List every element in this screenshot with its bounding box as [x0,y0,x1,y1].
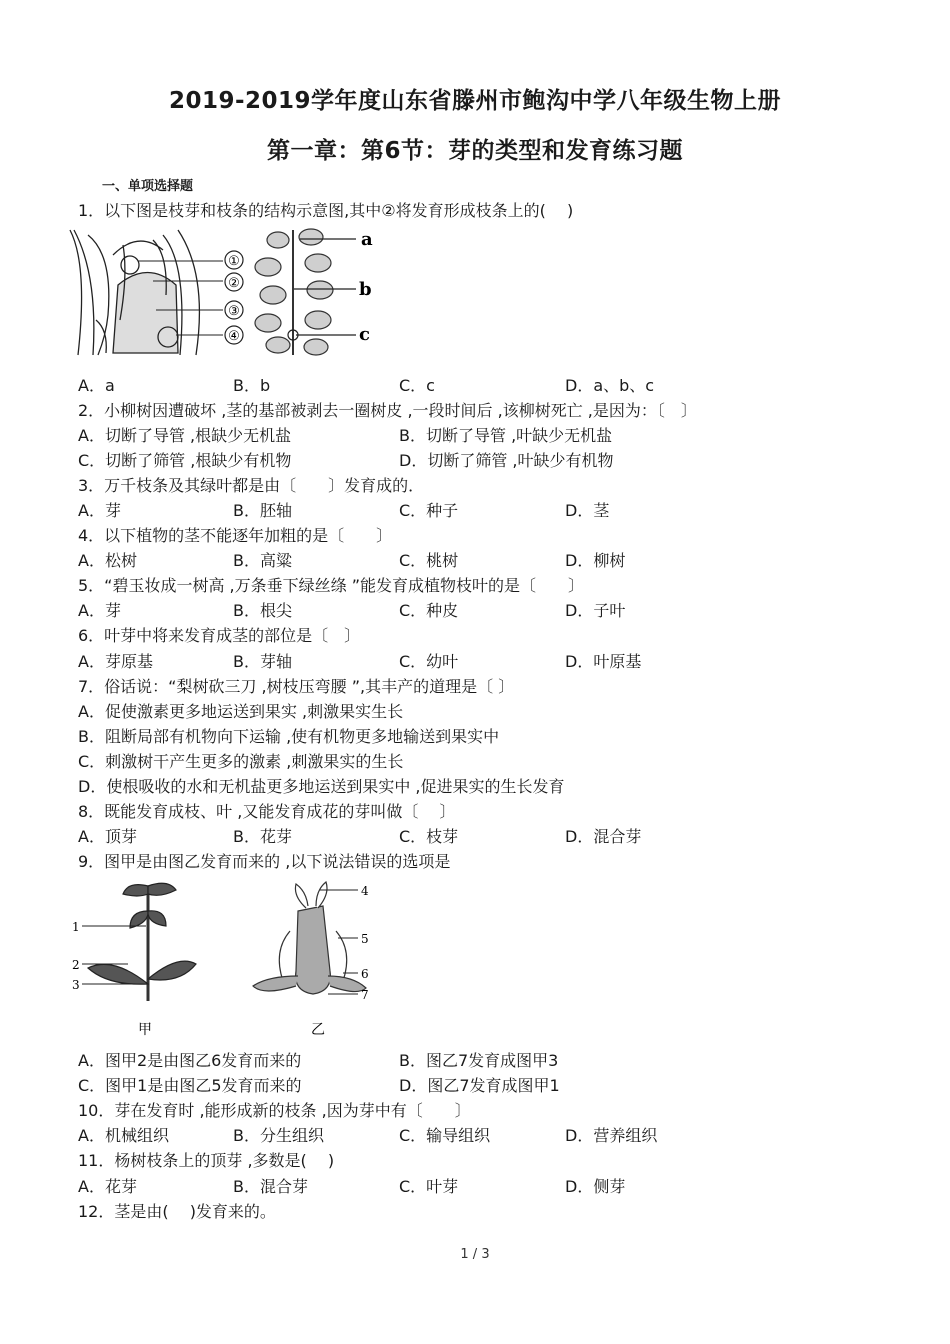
q5-option-c: C．种皮 [399,601,459,620]
question-2: 2．小柳树因遭破坏 ,茎的基部被剥去一圈树皮 ,一段时间后 ,该柳树死亡 ,是因为：〔 〕 [78,401,697,420]
plant-bud-figure [68,876,388,1041]
q6-option-c: C．幼叶 [399,652,459,671]
q7-option-a: A．促使激素更多地运送到果实 ,刺激果实生长 [78,702,404,721]
q6-option-d: D．叶原基 [565,652,642,671]
q11-option-d: D．侧芽 [565,1177,626,1196]
q1-option-c: C．c [399,376,435,395]
jia-label-1: 1 [72,920,80,934]
question-11: 11．杨树枝条上的顶芽 ,多数是( ) [78,1151,335,1170]
branch-drawing [255,229,333,355]
q3-option-b: B．胚轴 [233,501,292,520]
q4-option-c: C．桃树 [399,551,459,570]
q7-option-b: B．阻断局部有机物向下运输 ,使有机物更多地输送到果实中 [78,727,500,746]
q6-option-a: A．芽原基 [78,652,153,671]
q10-option-a: A．机械组织 [78,1126,169,1145]
q8-option-a: A．顶芽 [78,827,137,846]
q2-option-a: A．切断了导管 ,根缺少无机盐 [78,426,292,445]
label-c: c [359,324,370,345]
q4-option-b: B．高粱 [233,551,292,570]
question-1: 1．以下图是枝芽和枝条的结构示意图,其中②将发育形成枝条上的( ) [78,201,574,220]
question-10: 10．芽在发育时 ,能形成新的枝条 ,因为芽中有〔 〕 [78,1101,471,1120]
label-1: ① [228,254,240,269]
q1-option-d: D．a、b、c [565,376,655,395]
q11-option-a: A．花芽 [78,1177,137,1196]
question-5: 5．“碧玉妆成一树高 ,万条垂下绿丝绦 ”能发育成植物枝叶的是〔 〕 [78,576,585,595]
yi-label-7: 7 [361,988,369,1002]
q9-option-d: D．图乙7发育成图甲1 [399,1076,560,1095]
q9-option-c: C．图甲1是由图乙5发育而来的 [78,1076,302,1095]
q6-option-b: B．芽轴 [233,652,292,671]
section-heading: 一、单项选择题 [102,179,194,194]
label-a: a [361,229,373,250]
q10-option-b: B．分生组织 [233,1126,324,1145]
question-3: 3．万千枝条及其绿叶都是由〔 〕发育成的． [78,476,425,495]
q4-option-a: A．松树 [78,551,137,570]
q7-option-d: D．使根吸收的水和无机盐更多地运送到果实中 ,促进果实的生长发育 [78,777,565,796]
jia-label-3: 3 [72,978,80,992]
q2-option-c: C．切断了筛管 ,根缺少有机物 [78,451,292,470]
q1-option-b: B．b [233,376,271,395]
label-2: ② [228,276,240,291]
q3-option-c: C．种子 [399,501,459,520]
yi-label-5: 5 [361,932,369,946]
q8-option-d: D．混合芽 [565,827,642,846]
label-4: ④ [228,329,240,344]
yi-label-4: 4 [361,884,369,898]
question-9: 9．图甲是由图乙发育而来的 ,以下说法错误的选项是 [78,852,451,871]
q1-option-a: A．a [78,376,115,395]
q7-option-c: C．刺激树干产生更多的激素 ,刺激果实的生长 [78,752,404,771]
question-8: 8．既能发育成枝、叶 ,又能发育成花的芽叫做〔 〕 [78,802,456,821]
q3-option-a: A．芽 [78,501,121,520]
label-3: ③ [228,304,240,319]
q4-option-d: D．柳树 [565,551,626,570]
page-title: 2019-2019学年度山东省滕州市鲍沟中学八年级生物上册 [168,88,782,114]
caption-jia: 甲 [138,1022,152,1038]
question-12: 12．茎是由( )发育来的。 [78,1202,276,1221]
q5-option-d: D．子叶 [565,601,626,620]
question-6: 6．叶芽中将来发育成茎的部位是〔 〕 [78,626,361,645]
question-7: 7．俗话说：“梨树砍三刀 ,树枝压弯腰 ”,其丰产的道理是〔 〕 [78,677,515,696]
q8-option-c: C．枝芽 [399,827,459,846]
q5-option-a: A．芽 [78,601,121,620]
caption-yi: 乙 [311,1022,325,1038]
q8-option-b: B．花芽 [233,827,292,846]
q3-option-d: D．茎 [565,501,610,520]
bud-branch-figure [68,225,378,360]
q10-option-d: D．营养组织 [565,1126,658,1145]
q11-option-c: C．叶芽 [399,1177,459,1196]
page-subtitle: 第一章：第6节：芽的类型和发育练习题 [266,138,683,164]
plant-jia-drawing [88,883,196,1001]
yi-label-6: 6 [361,967,369,981]
bud-section-drawing [70,230,199,355]
q10-option-c: C．输导组织 [399,1126,491,1145]
q2-option-d: D．切断了筛管 ,叶缺少有机物 [399,451,614,470]
label-b: b [359,279,372,300]
question-4: 4．以下植物的茎不能逐年加粗的是〔 〕 [78,526,393,545]
q11-option-b: B．混合芽 [233,1177,308,1196]
q9-option-b: B．图乙7发育成图甲3 [399,1051,559,1070]
page-number: 1 / 3 [460,1247,490,1262]
q2-option-b: B．切断了导管 ,叶缺少无机盐 [399,426,613,445]
q9-option-a: A．图甲2是由图乙6发育而来的 [78,1051,302,1070]
q5-option-b: B．根尖 [233,601,292,620]
jia-label-2: 2 [72,958,80,972]
